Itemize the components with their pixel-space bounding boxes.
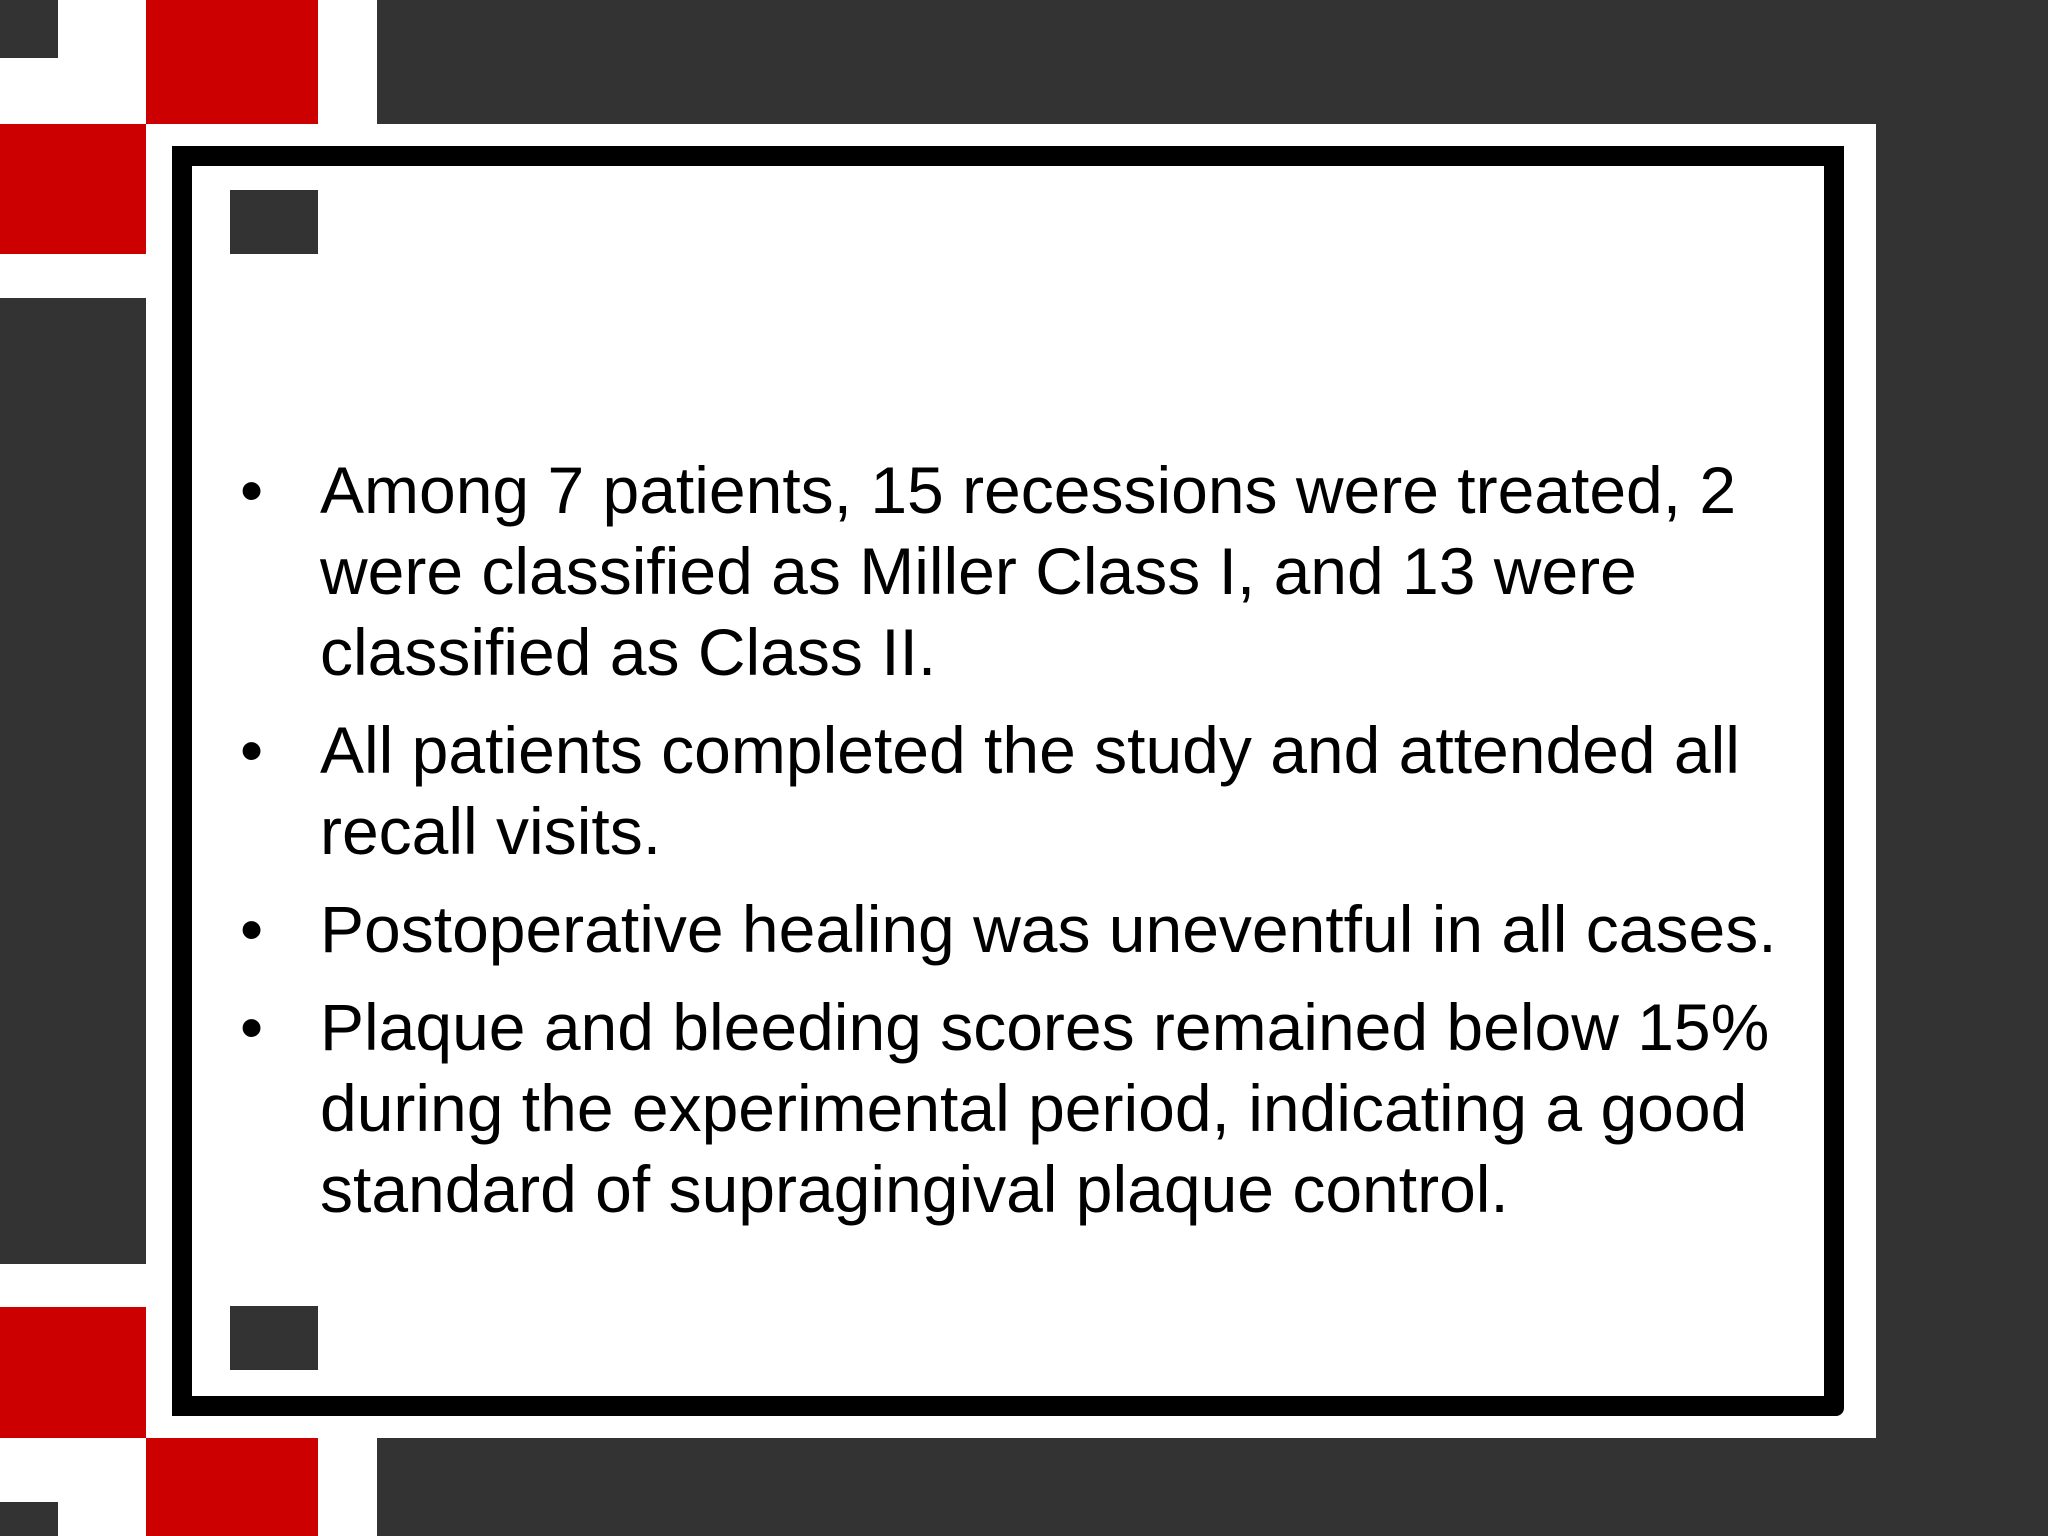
list-item — [230, 987, 1790, 1230]
deco-bar-left — [0, 298, 146, 1264]
deco-square-bottom-red — [146, 1438, 318, 1536]
bullet-text: Postoperative healing was uneventful in all cases. — [320, 892, 1777, 966]
deco-square-top-red — [146, 0, 318, 124]
deco-bar-right — [1876, 124, 2048, 1438]
deco-square-bottom-left-red — [0, 1307, 146, 1438]
list-item — [230, 710, 1790, 872]
bullet-text: Plaque and bleeding scores remained below 15% during the experimental period, indicating a good standard of supragingival plaque control. — [320, 990, 1770, 1226]
deco-bar-bottom — [377, 1438, 2048, 1536]
deco-square-inner-top — [230, 190, 318, 254]
deco-square-bottom-left-small — [0, 1502, 58, 1536]
deco-bar-top — [377, 0, 2048, 124]
bullet-icon: • — [240, 713, 264, 787]
list-item — [230, 889, 1790, 970]
list-item — [230, 450, 1790, 693]
bullet-icon: • — [240, 990, 264, 1064]
bullet-icon: • — [240, 892, 264, 966]
deco-square-left-red — [0, 124, 146, 254]
bullet-list — [230, 450, 1790, 1247]
bullet-text: Among 7 patients, 15 recessions were treated, 2 were classified as Miller Class I, and 13 were classified as Class II. — [320, 453, 1737, 689]
bullet-text: All patients completed the study and attended all recall visits. — [320, 713, 1740, 868]
bullet-icon: • — [240, 453, 264, 527]
deco-square-inner-bottom — [230, 1306, 318, 1370]
deco-square-top-left-small — [0, 0, 58, 58]
